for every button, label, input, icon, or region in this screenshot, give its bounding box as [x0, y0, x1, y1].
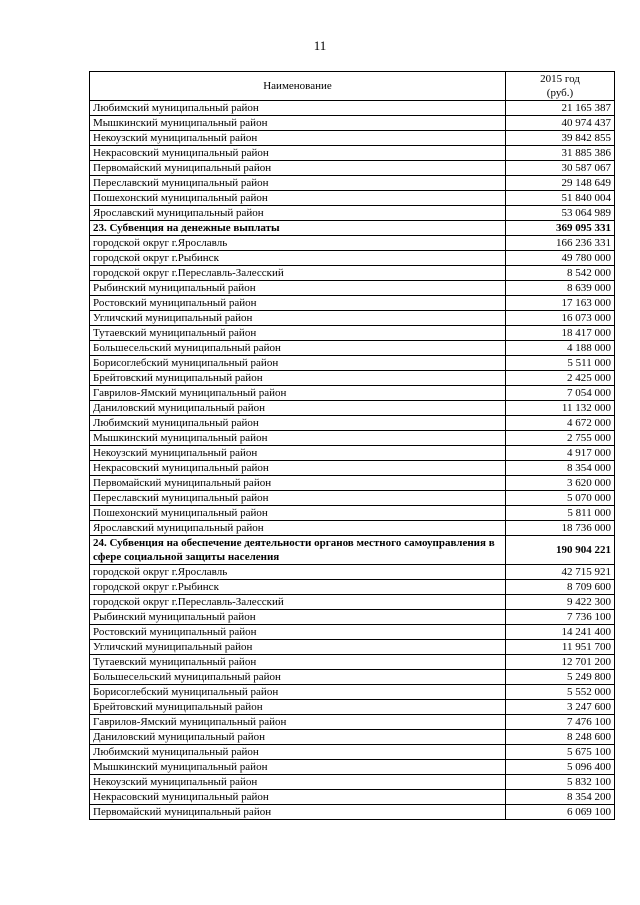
row-name: городской округ г.Переславль-Залесский — [90, 595, 506, 610]
row-value: 5 675 100 — [506, 745, 615, 760]
row-value: 18 417 000 — [506, 326, 615, 341]
table-row — [90, 416, 615, 431]
row-name: Большесельский муниципальный район — [90, 670, 506, 685]
table-row — [90, 131, 615, 146]
row-value: 16 073 000 — [506, 311, 615, 326]
row-value: 18 736 000 — [506, 521, 615, 536]
table-row — [90, 401, 615, 416]
row-value: 11 951 700 — [506, 640, 615, 655]
row-value: 5 811 000 — [506, 506, 615, 521]
row-name: городской округ г.Переславль-Залесский — [90, 266, 506, 281]
table-row — [90, 670, 615, 685]
row-value: 42 715 921 — [506, 565, 615, 580]
row-value: 30 587 067 — [506, 161, 615, 176]
table-row — [90, 595, 615, 610]
header-year — [506, 72, 615, 101]
row-name: Борисоглебский муниципальный район — [90, 356, 506, 371]
row-name: Ростовский муниципальный район — [90, 296, 506, 311]
row-value: 5 096 400 — [506, 760, 615, 775]
table-row — [90, 431, 615, 446]
table-header-row — [90, 72, 615, 101]
table-row — [90, 191, 615, 206]
header-unit-label: (руб.) — [546, 87, 574, 99]
row-name: Брейтовский муниципальный район — [90, 371, 506, 386]
row-name: Любимский муниципальный район — [90, 416, 506, 431]
row-value: 3 247 600 — [506, 700, 615, 715]
row-name: Рыбинский муниципальный район — [90, 610, 506, 625]
table-row — [90, 146, 615, 161]
row-value: 12 701 200 — [506, 655, 615, 670]
row-name: Любимский муниципальный район — [90, 101, 506, 116]
table-row — [90, 266, 615, 281]
table-row — [90, 101, 615, 116]
row-value: 8 354 000 — [506, 461, 615, 476]
row-name: Тутаевский муниципальный район — [90, 326, 506, 341]
row-value: 8 248 600 — [506, 730, 615, 745]
row-name: Некоузский муниципальный район — [90, 131, 506, 146]
subsidy-table — [89, 71, 615, 820]
table-row — [90, 715, 615, 730]
row-name: Первомайский муниципальный район — [90, 476, 506, 491]
row-name: Некрасовский муниципальный район — [90, 461, 506, 476]
row-value: 21 165 387 — [506, 101, 615, 116]
row-name: Ярославский муниципальный район — [90, 206, 506, 221]
row-value: 8 639 000 — [506, 281, 615, 296]
row-value: 8 709 600 — [506, 580, 615, 595]
row-name: городской округ г.Ярославль — [90, 565, 506, 580]
table-row — [90, 625, 615, 640]
row-name: Первомайский муниципальный район — [90, 805, 506, 820]
row-name: Гаврилов-Ямский муниципальный район — [90, 386, 506, 401]
row-value: 11 132 000 — [506, 401, 615, 416]
table-row — [90, 491, 615, 506]
row-value: 7 736 100 — [506, 610, 615, 625]
section-total: 190 904 221 — [506, 536, 615, 565]
row-value: 51 840 004 — [506, 191, 615, 206]
table-row — [90, 356, 615, 371]
table-row — [90, 580, 615, 595]
row-name: Мышкинский муниципальный район — [90, 116, 506, 131]
row-name: Первомайский муниципальный район — [90, 161, 506, 176]
row-value: 7 476 100 — [506, 715, 615, 730]
row-value: 40 974 437 — [506, 116, 615, 131]
row-value: 53 064 989 — [506, 206, 615, 221]
table-row — [90, 610, 615, 625]
row-name: Некрасовский муниципальный район — [90, 146, 506, 161]
table-row — [90, 386, 615, 401]
table-row — [90, 565, 615, 580]
table-row — [90, 281, 615, 296]
row-value: 5 832 100 — [506, 775, 615, 790]
row-name: Мышкинский муниципальный район — [90, 431, 506, 446]
table-row — [90, 446, 615, 461]
row-value: 5 511 000 — [506, 356, 615, 371]
row-name: Некрасовский муниципальный район — [90, 790, 506, 805]
header-year-label: 2015 год — [540, 73, 580, 85]
row-value: 8 354 200 — [506, 790, 615, 805]
row-value: 166 236 331 — [506, 236, 615, 251]
row-name: Любимский муниципальный район — [90, 745, 506, 760]
table-row — [90, 745, 615, 760]
table-row — [90, 640, 615, 655]
table-row — [90, 176, 615, 191]
row-name: Ростовский муниципальный район — [90, 625, 506, 640]
row-name: Некоузский муниципальный район — [90, 775, 506, 790]
row-name: Брейтовский муниципальный район — [90, 700, 506, 715]
table-row — [90, 236, 615, 251]
table-row — [90, 206, 615, 221]
row-value: 8 542 000 — [506, 266, 615, 281]
table-row — [90, 461, 615, 476]
table-row — [90, 506, 615, 521]
section-row — [90, 221, 615, 236]
row-value: 4 917 000 — [506, 446, 615, 461]
row-name: городской округ г.Рыбинск — [90, 580, 506, 595]
row-value: 9 422 300 — [506, 595, 615, 610]
header-name: Наименование — [90, 72, 506, 101]
row-name: Рыбинский муниципальный район — [90, 281, 506, 296]
row-name: Борисоглебский муниципальный район — [90, 685, 506, 700]
row-value: 5 070 000 — [506, 491, 615, 506]
table-row — [90, 775, 615, 790]
row-name: Ярославский муниципальный район — [90, 521, 506, 536]
row-name: городской округ г.Ярославль — [90, 236, 506, 251]
table-row — [90, 760, 615, 775]
table-row — [90, 700, 615, 715]
row-value: 17 163 000 — [506, 296, 615, 311]
row-name: Гаврилов-Ямский муниципальный район — [90, 715, 506, 730]
row-value: 4 672 000 — [506, 416, 615, 431]
row-value: 2 755 000 — [506, 431, 615, 446]
table-row — [90, 790, 615, 805]
row-name: Мышкинский муниципальный район — [90, 760, 506, 775]
section-row — [90, 536, 615, 565]
row-value: 5 552 000 — [506, 685, 615, 700]
row-name: Переславский муниципальный район — [90, 491, 506, 506]
row-name: Тутаевский муниципальный район — [90, 655, 506, 670]
row-value: 29 148 649 — [506, 176, 615, 191]
page-number: 11 — [313, 38, 327, 53]
row-value: 7 054 000 — [506, 386, 615, 401]
section-title: 23. Субвенция на денежные выплаты — [90, 221, 506, 236]
table-row — [90, 326, 615, 341]
row-name: Угличский муниципальный район — [90, 311, 506, 326]
section-total: 369 095 331 — [506, 221, 615, 236]
row-value: 31 885 386 — [506, 146, 615, 161]
row-name: Угличский муниципальный район — [90, 640, 506, 655]
row-value: 2 425 000 — [506, 371, 615, 386]
row-value: 5 249 800 — [506, 670, 615, 685]
table-row — [90, 311, 615, 326]
row-value: 39 842 855 — [506, 131, 615, 146]
table-row — [90, 730, 615, 745]
table-row — [90, 161, 615, 176]
table-row — [90, 521, 615, 536]
table-body — [90, 101, 615, 820]
row-name: Некоузский муниципальный район — [90, 446, 506, 461]
row-value: 6 069 100 — [506, 805, 615, 820]
table-row — [90, 341, 615, 356]
row-name: Большесельский муниципальный район — [90, 341, 506, 356]
row-value: 3 620 000 — [506, 476, 615, 491]
table-row — [90, 476, 615, 491]
row-name: Пошехонский муниципальный район — [90, 191, 506, 206]
row-name: Даниловский муниципальный район — [90, 401, 506, 416]
row-value: 4 188 000 — [506, 341, 615, 356]
row-name: Пошехонский муниципальный район — [90, 506, 506, 521]
table-row — [90, 805, 615, 820]
table-row — [90, 296, 615, 311]
table-row — [90, 116, 615, 131]
section-title: 24. Субвенция на обеспечение деятельности органов местного самоуправления в сфере социальной защиты населения — [90, 536, 506, 565]
table-row — [90, 685, 615, 700]
row-name: Переславский муниципальный район — [90, 176, 506, 191]
row-name: Даниловский муниципальный район — [90, 730, 506, 745]
table-row — [90, 371, 615, 386]
row-value: 14 241 400 — [506, 625, 615, 640]
row-value: 49 780 000 — [506, 251, 615, 266]
row-name: городской округ г.Рыбинск — [90, 251, 506, 266]
table-row — [90, 251, 615, 266]
table-row — [90, 655, 615, 670]
